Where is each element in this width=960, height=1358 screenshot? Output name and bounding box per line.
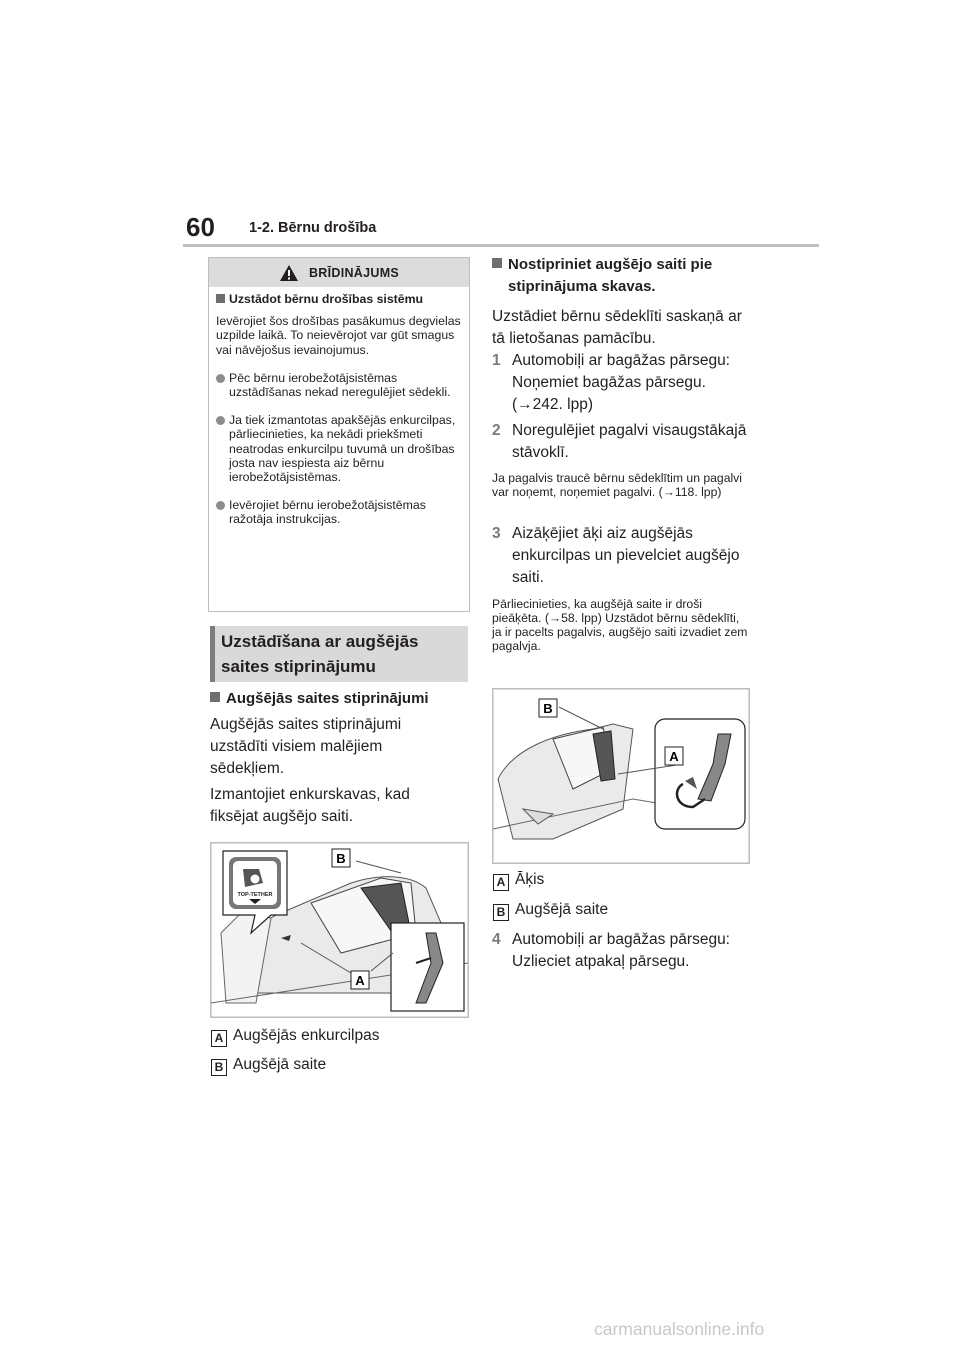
square-bullet-icon <box>210 692 220 702</box>
warning-header <box>209 258 469 287</box>
warning-box <box>208 257 470 612</box>
square-bullet-icon <box>216 294 225 303</box>
legend-label-b: B <box>493 904 509 921</box>
hook-attachment-illustration <box>492 688 750 864</box>
watermark: carmanualsonline.info <box>594 1319 765 1339</box>
warning-bullet: Ja tiek izmantotas apakšējās enkurcilpas, pārliecinieties, ka nekādi priekšmeti neatrodas enkurcilpu tuvumā un drošības josta nav iespiesta aiz bērnu ierobežotājsistēmas. <box>216 413 466 484</box>
step-2: 2 Noregulējiet pagalvi visaugstākajā stāvoklī. <box>492 422 747 461</box>
left-paragraph-1: Augšējās saites stiprinājumi uzstādīti visiem malējiem sēdekļiem. <box>210 716 402 777</box>
right-subheading: Nostipriniet augšējo saiti pie stiprinājuma skavas. <box>492 254 752 298</box>
warning-icon <box>279 264 299 282</box>
section-title: 1-2. Bērnu drošība <box>249 220 377 236</box>
top-tether-anchor-illustration <box>210 842 469 1018</box>
legend-label-a: A <box>493 874 509 891</box>
legend-label-a: A <box>211 1030 227 1047</box>
warning-bullet: Pēc bērnu ierobežotājsistēmas uzstādīšanas nekad neregulējiet sēdekli. <box>216 371 466 399</box>
figure-label-a: A <box>669 749 679 764</box>
step-3: 3 Aizāķējiet āķi aiz augšējās enkurcilpas un pievelciet augšējo saiti. <box>492 525 740 586</box>
legend-item: B Augšējā saite <box>211 1054 326 1076</box>
step-3-note: Pārliecinieties, ka augšējā saite ir droši pieāķēta. (→58. lpp) Uzstādot bērnu sēdeklīti, ja ir pacelts pagalvis, augšējo saiti izvadiet zem pagalvja. <box>492 597 748 653</box>
warning-title: BRĪDINĀJUMS <box>308 265 400 280</box>
square-bullet-icon <box>492 258 502 268</box>
figure-label-a: A <box>355 973 365 988</box>
right-intro: Uzstādiet bērnu sēdeklīti saskaņā ar tā lietošanas pamācību. <box>492 308 742 347</box>
bullet-dot-icon <box>216 501 225 510</box>
header-divider <box>183 244 819 247</box>
bullet-dot-icon <box>216 416 225 425</box>
legend-item: A Augšējās enkurcilpas <box>211 1025 379 1047</box>
page-number: 60 <box>186 212 215 242</box>
legend-label-b: B <box>211 1059 227 1076</box>
warning-paragraph: Ievērojiet šos drošības pasākumus degvielas uzpilde laikā. To neievērojot var gūt smagus vai nāvējošus ievainojumus. <box>216 314 461 357</box>
legend-item: B Augšējā saite <box>493 899 608 921</box>
warning-bullet: Ievērojiet bērnu ierobežotājsistēmas ražotāja instrukcijas. <box>216 498 466 526</box>
step-1: 1 Automobiļi ar bagāžas pārsegu: Noņemiet bagāžas pārsegu. (→242. lpp) <box>492 352 730 413</box>
figure-label-b: B <box>543 701 553 716</box>
figure-label-b: B <box>336 851 346 866</box>
left-paragraph-2: Izmantojiet enkurskavas, kad fiksējat augšējo saiti. <box>210 786 410 825</box>
badge-text: TOP-TETHER <box>237 892 273 898</box>
warning-content <box>216 292 466 527</box>
step-4: 4 Automobiļi ar bagāžas pārsegu: Uzlieciet atpakaļ pārsegu. <box>492 931 730 970</box>
warning-subheading: Uzstādot bērnu drošības sistēmu <box>216 292 466 306</box>
legend-item: A Āķis <box>493 869 544 891</box>
bullet-dot-icon <box>216 374 225 383</box>
left-subheading: Augšējās saites stiprinājumi <box>210 688 470 710</box>
section-heading: Uzstādīšana ar augšējās saites stiprinājumu <box>210 626 468 682</box>
heading-accent-bar <box>210 626 215 682</box>
step-2-note: Ja pagalvis traucē bērnu sēdeklītim un pagalvi var noņemt, noņemiet pagalvi. (→118. lpp) <box>492 471 742 499</box>
